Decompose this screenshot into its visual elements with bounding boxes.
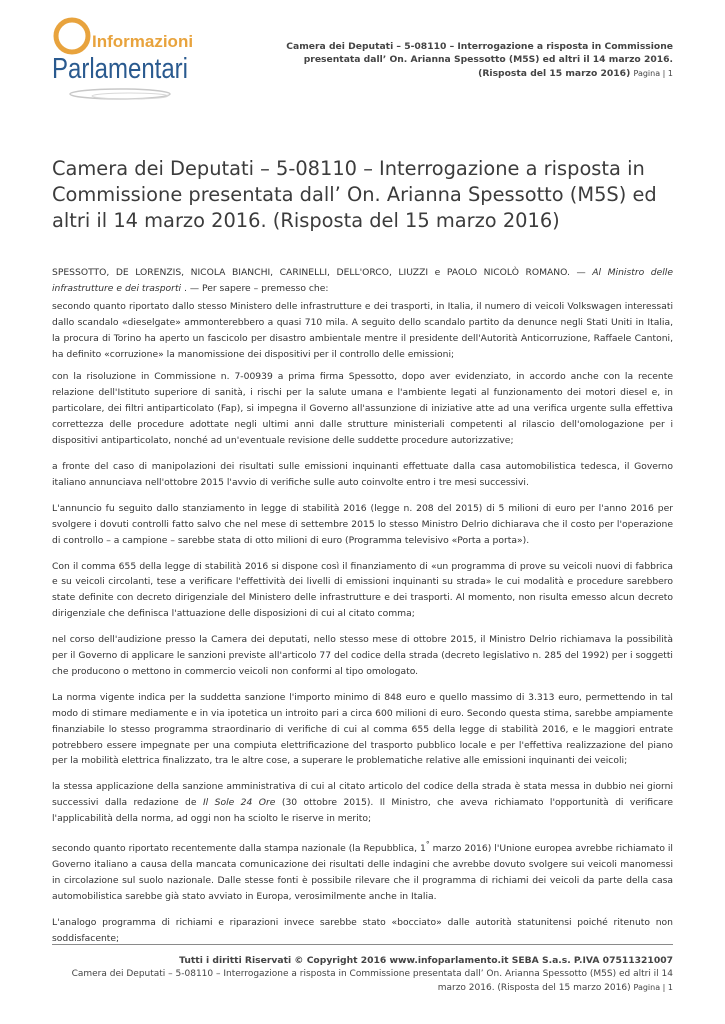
paragraph-9-part-a: secondo quanto riportato recentemente dalla stampa nazionale (la Repubblica, 1: [52, 843, 426, 855]
paragraph-10: L'analogo programma di richiami e riparazioni invece sarebbe stato «bocciato» dalle autorità statunitensi poiché ritenuto non soddisfacente;: [52, 916, 673, 944]
logo-swoosh-inner: [92, 93, 168, 99]
paragraph-4: L'annuncio fu seguito dallo stanziamento in legge di stabilità 2016 (legge n. 208 del 2015) di 5 milioni di euro per l'anno 2016 per svolgere i dovuti controlli fatto salvo che nel mese di settembre 2015 lo stesso Ministro Delrio dichiarava che il costo per l'operazione di controllo – a campione – sarebbe stata di otto milioni di euro (Programma televisivo «Porta a porta»).: [52, 502, 673, 546]
logo-line1: Informazioni: [92, 32, 194, 51]
document-title: Camera dei Deputati – 5-08110 – Interrogazione a risposta in Commissione presentata dall’ On. Arianna Spessotto (M5S) ed altri il 14 marzo 2016. (Risposta del 15 marzo 2016): [52, 157, 657, 232]
footer-copyright: Tutti i diritti Riservati © Copyright 2016 www.infoparlamento.it SEBA S.a.s. P.IVA 07511321007: [179, 955, 673, 966]
intro-authors: SPESSOTTO, DE LORENZIS, NICOLA BIANCHI, CARINELLI, DELL'ORCO, LIUZZI e PAOLO NICOLÒ ROMANO. —: [52, 267, 586, 278]
header-title: Camera dei Deputati – 5-08110 – Interrogazione a risposta in Commissione presentata dall’ On. Arianna Spessotto (M5S) ed altri il 14 marzo 2016. (Risposta del 15 marzo 2016): [286, 41, 673, 79]
intro-closing: . — Per sapere – premesso che:: [184, 282, 329, 294]
paragraph-2: con la risoluzione in Commissione n. 7-00939 a prima firma Spessotto, dopo aver evidenziato, in accordo anche con la recente relazione dell'Istituto superiore di sanità, i rischi per la salute umana e l'ambiente legati al funzionamento dei motori diesel e, in particolare, dei filtri antiparticolato (Fap), si impegna il Governo all'assunzione di iniziative atte ad una verifica urgente sulla effettiva correttezza delle procedure adottate negli ultimi anni dalle strutture ministeriali competenti al rilascio dell'omologazione per i dispositivi antiparticolato, nonché ad un'eventuale revisione delle suddette procedure autorizzative;: [52, 371, 673, 447]
page-header: [273, 40, 673, 80]
ordinal-mark: °: [425, 840, 430, 850]
paragraph-8: [52, 779, 673, 827]
logo-graphic: [50, 14, 200, 106]
logo-line2: Parlamentari: [52, 53, 188, 85]
footer-doc-title: [52, 968, 673, 995]
paragraph-9-part-b: marzo 2016) l'Unione europea avrebbe richiamato il Governo italiano a causa della mancata comunicazione dei risultati delle indagini che avrebbe dovuto svolgere sui veicoli manomessi in circolazione sul suolo nazionale. Dalle stesse fonti è possibile rilevare che il programma di richiami dei veicoli da parte della casa automobilistica sarebbe già stato avviato in Europa, verosimilmente anche in Italia.: [52, 843, 673, 902]
intro-paragraph: [52, 265, 673, 297]
paragraph-6: nel corso dell'audizione presso la Camera dei deputati, nello stesso mese di ottobre 2015, il Ministro Delrio richiamava la possibilità per il Governo di applicare le sanzioni previste all'articolo 77 del codice della strada (decreto legislativo n. 285 del 1992) per i soggetti che producono o mettono in commercio veicoli non conformi al tipo omologato.: [52, 634, 673, 677]
paragraph-9: [52, 837, 673, 905]
footer-divider: [52, 944, 673, 945]
newspaper-name: Il Sole 24 Ore: [202, 797, 276, 809]
paragraph-8-part-a: la stessa applicazione della sanzione amministrativa di cui al citato articolo del codice della strada è stata messa in dubbio nei giorni successivi dalla redazione de: [52, 781, 673, 809]
site-logo: [50, 14, 200, 106]
footer-title-text: Camera dei Deputati – 5-08110 – Interrogazione a risposta in Commissione presentata dall’ On. Arianna Spessotto (M5S) ed altri il 14 marzo 2016. (Risposta del 15 marzo 2016): [71, 969, 673, 994]
logo-ring: [56, 20, 88, 52]
paragraph-1: secondo quanto riportato dallo stesso Ministero delle infrastrutture e dei trasporti, in Italia, il numero di veicoli Volkswagen interessati dallo scandalo «dieselgate» ammonterebbero a quasi 710 mila. A seguito dello scandalo partito da denunce negli Stati Uniti in Italia, la procura di Torino ha aperto un fascicolo per disastro ambientale mentre il presidente dell'Autorità Anticorruzione, Raffaele Cantoni, ha definito «corruzione» la manomissione dei dispositivi per il controllo delle emissioni;: [52, 300, 673, 360]
footer-page-number: Pagina | 1: [633, 983, 673, 993]
paragraph-7: La norma vigente indica per la suddetta sanzione l'importo minimo di 848 euro e quello massimo di 3.313 euro, permettendo in tal modo di stimare mediamente e in via ipotetica un introito pari a circa 600 milioni di euro. Secondo questa stima, sarebbe ampiamente finanziabile lo stesso programma straordinario di verifiche di cui al comma 655 della legge di stabilità 2016, e le maggiori entrate potrebbero essere impegnate per una compiuta elettrificazione del trasporto pubblico locale e per l'effettiva realizzazione del piano per la mobilità elettrica finalizzato, tra le altre cose, a superare le problematiche relative alle emissioni inquinanti dei veicoli;: [52, 691, 673, 767]
document-body: [52, 265, 673, 957]
paragraph-3: a fronte del caso di manipolazioni dei risultati sulle emissioni inquinanti effettuate dalla casa automobilistica tedesca, il Governo italiano annunciava nell'ottobre 2015 l'avvio di verifiche sulle auto coinvolte entro i tre mesi successivi.: [52, 460, 673, 488]
paragraph-8-part-c: (30 ottobre 2015). Il Ministro, che aveva richiamato l'opportunità di verificare l'applicabilità della norma, ad oggi non ha sciolto le riserve in merito;: [52, 797, 673, 825]
intro-addressee: Al Ministro delle infrastrutture e dei trasporti: [52, 267, 674, 294]
header-page-number: Pagina | 1: [633, 68, 673, 78]
paragraph-5: Con il comma 655 della legge di stabilità 2016 si dispone così il finanziamento di «un programma di prove su veicoli nuovi di fabbrica e su veicoli circolanti, tese a verificare l'effettività dei livelli di emissioni inquinanti su strada» le cui modalità e procedure sarebbero state definite con decreto dirigenziale del Ministero delle infrastrutture e dei trasporti. Al momento, non risulta emesso alcun decreto dirigenziale che definisca l'attuazione delle disposizioni di cui al citato comma;: [52, 560, 673, 620]
